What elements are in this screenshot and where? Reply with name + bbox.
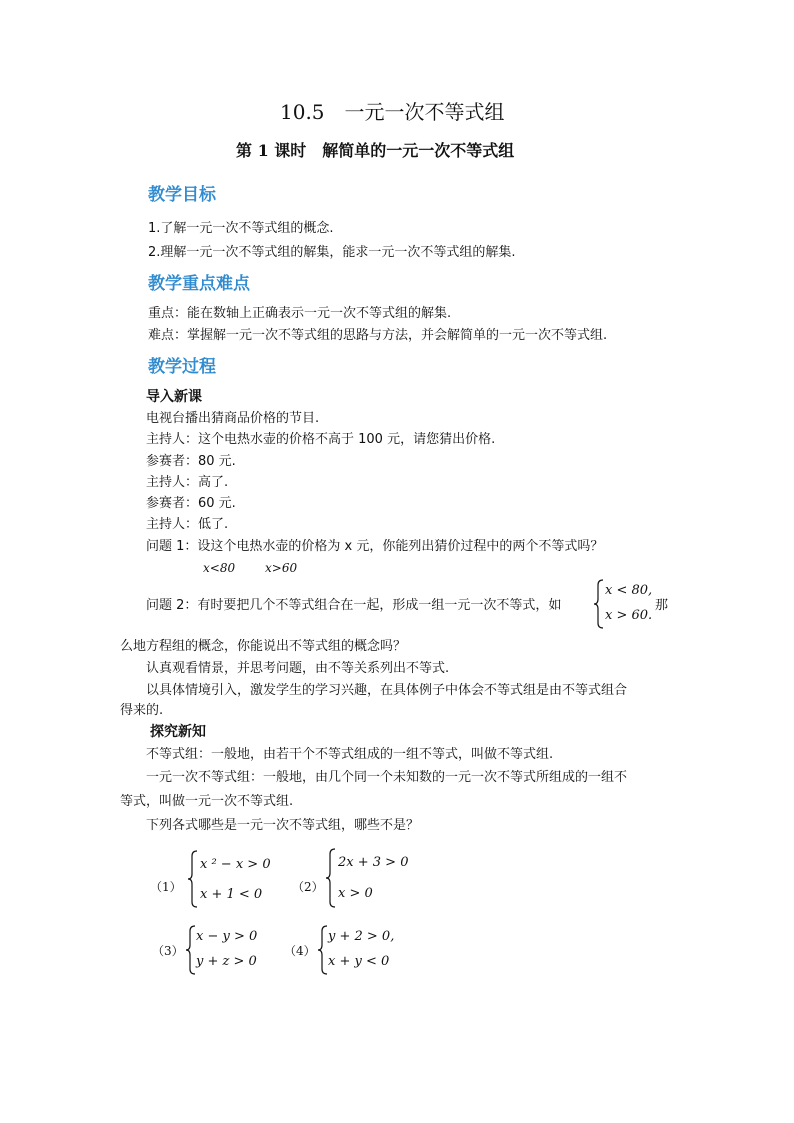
intro-line-1: 电视台播出猜商品价格的节目. [146, 411, 320, 426]
page-title: 10.5 一元一次不等式组 [280, 100, 505, 124]
example-inequality-system [593, 579, 653, 629]
definition-inequality-system: 不等式组：一般地，由若干个不等式组成的一组不等式，叫做不等式组. [146, 747, 554, 762]
system-3-line-2: y + z > 0 [196, 954, 257, 969]
keypoint-item-1: 重点：能在数轴上正确表示一元一次不等式组的解集. [148, 306, 452, 321]
system-2-label: （2） [292, 880, 324, 894]
exercise-question: 下列各式哪些是一元一次不等式组，哪些不是？ [146, 818, 420, 833]
system-1-label: （1） [150, 880, 182, 894]
section-heading-goals: 教学目标 [148, 185, 216, 205]
intro-paragraph-1: 认真观看情景，并思考问题，由不等关系列出不等式. [146, 661, 450, 676]
system-2-line-2: x > 0 [338, 886, 373, 901]
intro-line-6: 主持人：低了. [146, 517, 229, 532]
definition-linear-system: 一元一次不等式组：一般地，由几个同一个未知数的一元一次不等式所组成的一组不 [146, 770, 628, 785]
page-subtitle: 第 1 课时 解简单的一元一次不等式组 [236, 141, 515, 160]
example-system-line-1: x < 80, [605, 583, 653, 598]
left-brace-icon [325, 848, 337, 908]
example-system-line-2: x > 60. [605, 608, 653, 623]
question-2-start: 问题 2：有时要把几个不等式组合在一起，形成一组一元一次不等式，如 [146, 598, 562, 613]
answer-1-inequality: x<80 [203, 561, 236, 575]
intro-line-4: 主持人：高了. [146, 475, 229, 490]
goal-item-1: 1.了解一元一次不等式组的概念. [148, 221, 334, 236]
goal-item-2: 2.理解一元一次不等式组的解集，能求一元一次不等式组的解集. [148, 245, 516, 260]
left-brace-icon [187, 850, 199, 908]
question-1: 问题 1：设这个电热水壶的价格为 x 元，你能列出猜价过程中的两个不等式吗？ [146, 539, 604, 554]
system-1-line-2: x + 1 < 0 [200, 887, 263, 902]
system-4-line-1: y + 2 > 0, [328, 929, 395, 944]
system-4 [317, 925, 407, 975]
intro-line-5: 参赛者：60 元. [146, 496, 236, 511]
left-brace-icon [593, 579, 605, 629]
question-2-continued: 么地方程组的概念，你能说出不等式组的概念吗？ [120, 639, 407, 654]
intro-line-2: 主持人：这个电热水壶的价格不高于 100 元，请您猜出价格. [146, 432, 496, 447]
system-3 [185, 925, 275, 975]
system-1 [187, 850, 277, 908]
answer-2-inequality: x>60 [265, 561, 298, 575]
system-3-label: （3） [152, 944, 184, 958]
intro-paragraph-2: 以具体情境引入，激发学生的学习兴趣，在具体例子中体会不等式组是由不等式组合 [146, 683, 628, 698]
system-4-label: （4） [284, 944, 316, 958]
question-2-end: 那 [655, 598, 669, 613]
system-3-line-1: x − y > 0 [196, 929, 258, 944]
keypoint-item-2: 难点：掌握解一元一次不等式组的思路与方法，并会解简单的一元一次不等式组. [148, 328, 608, 343]
intro-paragraph-2-cont: 得来的. [120, 703, 164, 718]
system-1-line-1: x ² − x > 0 [200, 857, 271, 872]
system-4-line-2: x + y < 0 [328, 954, 390, 969]
system-2-line-1: 2x + 3 > 0 [338, 855, 409, 870]
subsection-heading-explore: 探究新知 [150, 724, 206, 740]
subsection-heading-intro: 导入新课 [146, 389, 202, 405]
system-2 [325, 848, 415, 908]
definition-linear-system-cont: 等式，叫做一元一次不等式组. [120, 794, 294, 809]
intro-line-3: 参赛者：80 元. [146, 454, 236, 469]
section-heading-process: 教学过程 [148, 357, 216, 377]
section-heading-keypoints: 教学重点难点 [148, 274, 250, 294]
